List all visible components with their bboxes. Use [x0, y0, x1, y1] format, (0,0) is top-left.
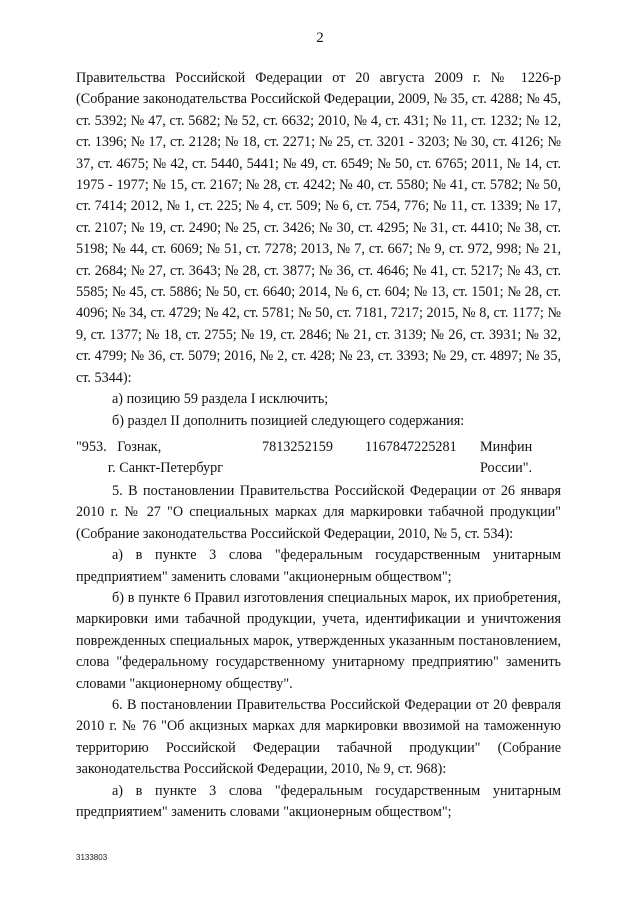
document-body: [76, 68, 561, 823]
paragraph-p3: б) раздел II дополнить позицией следующего содержания:: [112, 412, 465, 429]
table-cell-authority: Минфин России".: [480, 438, 533, 477]
table-cell-inn: 7813252159: [262, 438, 333, 455]
paragraph-p8: а) в пункте 3 слова "федеральным государственным унитарным предприятием" заменить словами "акционерным обществом";: [76, 782, 561, 820]
paragraph-p7: 6. В постановлении Правительства Российской Федерации от 20 февраля 2010 г. № 76 "Об акцизных марках для маркировки ввозимой на таможенную территорию Российской Федерации табачной продукции" (Собрание законодательства Российской Федерации, 2010, № 9, ст. 968):: [76, 696, 561, 778]
table-cell-organization: "953. Гознак, г. Санкт-Петербург: [76, 438, 224, 477]
paragraph-p6: б) в пункте 6 Правил изготовления специальных марок, их приобретения, маркировки ими табачной продукции, учета, идентификации и уничтожения поврежденных специальных марок, утвержденных указанным постановлением, слова "федеральному государственному унитарному предприятию" заменить словами "акционерному обществу".: [76, 589, 561, 692]
paragraph-p5: а) в пункте 3 слова "федеральным государственным унитарным предприятием" заменить словами "акционерным обществом";: [76, 547, 561, 585]
table-row: [76, 437, 561, 480]
document-code: 3133803: [76, 853, 108, 862]
table-cell-ogrn: 1167847225281: [365, 438, 457, 455]
page-number: 2: [316, 30, 324, 46]
paragraph-p1: Правительства Российской Федерации от 20 августа 2009 г. № 1226-р (Собрание законодательства Российской Федерации, 2009, № 35, ст. 4288; № 45, ст. 5392; № 47, ст. 5682; № 52, ст. 6632; 2010, № 4, ст. 431; № 11, ст. 1232; № 12, ст. 1396; № 17, ст. 2128; № 18, ст. 2271; № 25, ст. 3201 - 3203; № 30, ст. 4126; № 37, ст. 4675; № 42, ст. 5440, 5441; № 49, ст. 6549; № 50, ст. 6765; 2011, № 14, ст. 1975 - 1977; № 15, ст. 2167; № 28, ст. 4242; № 40, ст. 5580; № 41, ст. 5782; № 50, ст. 7414; 2012, № 1, ст. 225; № 4, ст. 509; № 6, ст. 754, 776; № 11, ст. 1339; № 17, ст. 2107; № 19, ст. 2490; № 25, ст. 3426; № 30, ст. 4295; № 31, ст. 4410; № 38, ст. 5198; № 44, ст. 6069; № 51, ст. 7278; 2013, № 7, ст. 667; № 9, ст. 972, 998; № 21, ст. 2684; № 27, ст. 3643; № 28, ст. 3877; № 36, ст. 4646; № 41, ст. 5217; № 43, ст. 5585; № 45, ст. 5886; № 50, ст. 6640; 2014, № 6, ст. 604; № 13, ст. 1501; № 28, ст. 4096; № 34, ст. 4729; № 42, ст. 5781; № 50, ст. 7181, 7217; 2015, № 8, ст. 1177; № 9, ст. 1377; № 18, ст. 2755; № 19, ст. 2846; № 21, ст. 3139; № 26, ст. 3931; № 32, ст. 4799; № 36, ст. 5079; 2016, № 2, ст. 428; № 23, ст. 3393; № 29, ст. 4897; № 35, ст. 5344):: [76, 70, 562, 386]
paragraph-p2: а) позицию 59 раздела I исключить;: [112, 391, 329, 408]
paragraph-p4: 5. В постановлении Правительства Российской Федерации от 26 января 2010 г. № 27 "О специальных марках для маркировки табачной продукции" (Собрание законодательства Российской Федерации, 2010, № 5, ст. 534):: [76, 482, 561, 542]
